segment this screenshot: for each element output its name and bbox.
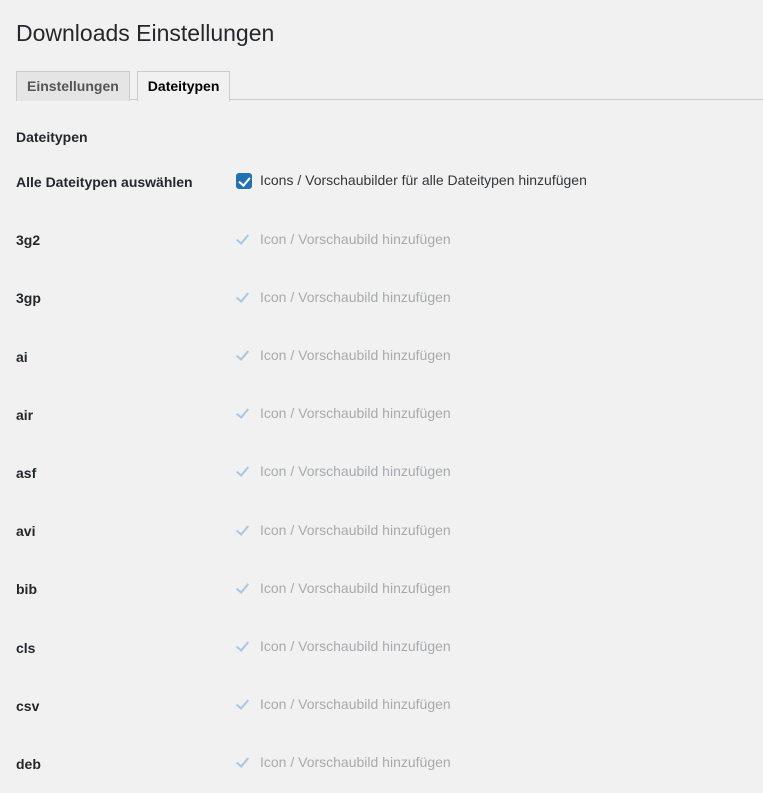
filetype-checkbox-label-ai[interactable] — [236, 346, 451, 364]
filetype-checkbox-label-asf[interactable] — [236, 462, 451, 480]
row-control-ai — [226, 328, 763, 386]
checkmark-icon[interactable] — [236, 463, 252, 479]
checkmark-icon[interactable] — [236, 231, 252, 247]
table-row — [16, 560, 763, 618]
select-all-checkbox-label[interactable] — [236, 171, 587, 189]
filetype-checkbox-text: Icon / Vorschaubild hinzufügen — [260, 579, 451, 596]
row-control-cls — [226, 619, 763, 677]
filetype-checkbox-text: Icon / Vorschaubild hinzufügen — [260, 754, 451, 771]
select-all-checkbox-text: Icons / Vorschaubilder für alle Dateitypen hinzufügen — [260, 172, 587, 189]
filetype-checkbox-text: Icon / Vorschaubild hinzufügen — [260, 637, 451, 654]
table-row — [16, 269, 763, 327]
row-control-3g2 — [226, 211, 763, 269]
filetype-checkbox-text: Icon / Vorschaubild hinzufügen — [260, 463, 451, 480]
row-control-csv — [226, 677, 763, 735]
table-row — [16, 677, 763, 735]
row-control-select-all — [226, 153, 763, 211]
filetype-checkbox-label-csv[interactable] — [236, 695, 451, 713]
checkmark-icon[interactable] — [236, 405, 252, 421]
section-heading: Dateitypen — [16, 129, 88, 145]
filetype-checkbox-label-cls[interactable] — [236, 637, 451, 655]
row-control-air — [226, 386, 763, 444]
row-control-3gp — [226, 269, 763, 327]
filetype-checkbox-text: Icon / Vorschaubild hinzufügen — [260, 696, 451, 713]
table-row — [16, 444, 763, 502]
row-label-bib: bib — [16, 581, 37, 598]
filetype-checkbox-text: Icon / Vorschaubild hinzufügen — [260, 347, 451, 364]
filetype-checkbox-label-bib[interactable] — [236, 579, 451, 597]
filetype-checkbox-label-avi[interactable] — [236, 521, 451, 539]
checkmark-icon[interactable] — [236, 289, 252, 305]
filetype-checkbox-text: Icon / Vorschaubild hinzufügen — [260, 230, 451, 247]
row-control-avi — [226, 502, 763, 560]
row-label-deb: deb — [16, 755, 41, 772]
filetypes-table — [16, 153, 763, 793]
row-label-csv: csv — [16, 697, 40, 714]
row-control-bib — [226, 560, 763, 618]
table-row — [16, 735, 763, 793]
row-label-select-all: Alle Dateitypen auswählen — [16, 174, 193, 190]
tab-einstellungen[interactable]: Einstellungen — [16, 71, 130, 101]
row-label-3gp: 3gp — [16, 290, 41, 307]
checkmark-icon[interactable] — [236, 173, 252, 189]
checkmark-icon[interactable] — [236, 347, 252, 363]
row-label-3g2: 3g2 — [16, 232, 41, 249]
row-label-avi: avi — [16, 523, 36, 540]
filetype-checkbox-text: Icon / Vorschaubild hinzufügen — [260, 288, 451, 305]
page-title: Downloads Einstellungen — [16, 20, 275, 46]
table-row — [16, 211, 763, 269]
table-row — [16, 386, 763, 444]
checkmark-icon[interactable] — [236, 638, 252, 654]
checkmark-icon[interactable] — [236, 580, 252, 596]
row-label-air: air — [16, 406, 34, 423]
checkmark-icon[interactable] — [236, 754, 252, 770]
table-row-select-all — [16, 153, 763, 211]
filetype-checkbox-label-3gp[interactable] — [236, 288, 451, 306]
row-label-cls: cls — [16, 639, 36, 656]
table-row — [16, 502, 763, 560]
filetype-checkbox-text: Icon / Vorschaubild hinzufügen — [260, 405, 451, 422]
row-control-asf — [226, 444, 763, 502]
filetype-checkbox-label-deb[interactable] — [236, 753, 451, 771]
tab-dateitypen[interactable]: Dateitypen — [137, 71, 231, 102]
settings-tabs — [16, 62, 763, 100]
checkmark-icon[interactable] — [236, 696, 252, 712]
table-row — [16, 328, 763, 386]
row-control-deb — [226, 735, 763, 793]
filetype-checkbox-text: Icon / Vorschaubild hinzufügen — [260, 521, 451, 538]
filetype-checkbox-label-3g2[interactable] — [236, 230, 451, 248]
row-label-asf: asf — [16, 464, 37, 481]
table-row — [16, 619, 763, 677]
row-label-ai: ai — [16, 348, 28, 365]
checkmark-icon[interactable] — [236, 522, 252, 538]
filetype-checkbox-label-air[interactable] — [236, 404, 451, 422]
